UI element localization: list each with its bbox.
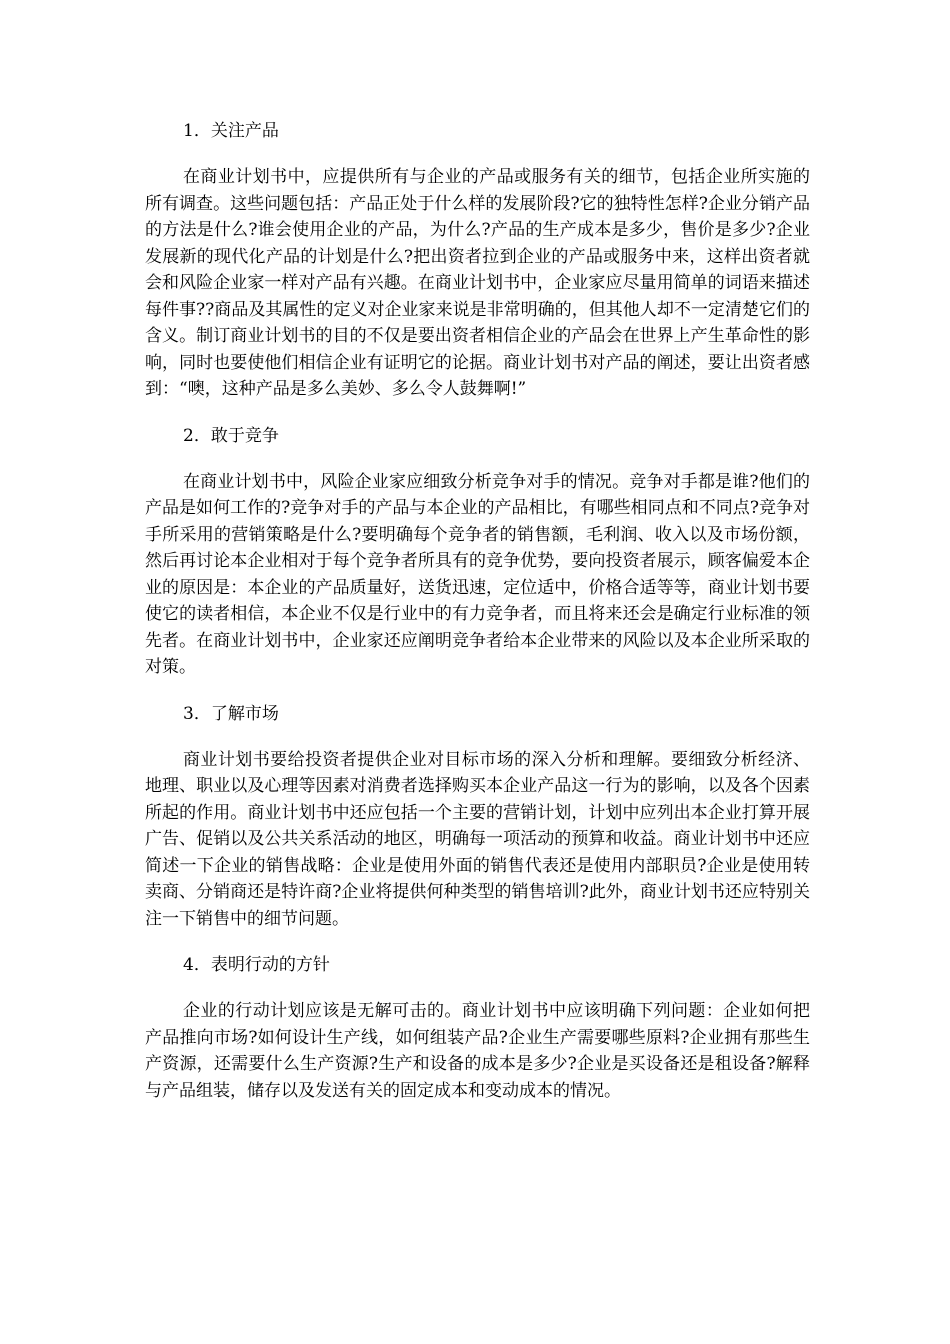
section-heading-market: 3．了解市场 bbox=[183, 703, 279, 724]
section-body-competition: 在商业计划书中，风险企业家应细致分析竞争对手的情况。竞争对手都是谁?他们的产品是如何工作的?竞争对手的产品与本企业的产品相比，有哪些相同点和不同点?竞争对手所采用的营销策略是什么?要明确每个竞争者的销售额，毛利润、收入以及市场份额，然后再讨论本企业相对于每个竞争者所具有的竞争优势，要向投资者展示，顾客偏爱本企业的原因是：本企业的产品质量好，送货迅速，定位适中，价格合适等等，商业计划书要使它的读者相信，本企业不仅是行业中的有力竞争者，而且将来还会是确定行业标准的领先者。在商业计划书中，企业家还应阐明竞争者给本企业带来的风险以及本企业所采取的对策。 bbox=[145, 471, 810, 677]
section-body-market: 商业计划书要给投资者提供企业对目标市场的深入分析和理解。要细致分析经济、地理、职业以及心理等因素对消费者选择购买本企业产品这一行为的影响，以及各个因素所起的作用。商业计划书中还应包括一个主要的营销计划，计划中应列出本企业打算开展广告、促销以及公共关系活动的地区，明确每一项活动的预算和收益。商业计划书中还应简述一下企业的销售战略：企业是使用外面的销售代表还是使用内部职员?企业是使用转卖商、分销商还是特许商?企业将提供何种类型的销售培训?此外，商业计划书还应特别关注一下销售中的细节问题。 bbox=[145, 749, 810, 929]
section-heading-product: 1．关注产品 bbox=[183, 121, 279, 141]
document-page bbox=[145, 118, 810, 1124]
section-body-product: 在商业计划书中，应提供所有与企业的产品或服务有关的细节，包括企业所实施的所有调查。这些问题包括：产品正处于什么样的发展阶段?它的独特性怎样?企业分销产品的方法是什么?谁会使用企业的产品，为什么?产品的生产成本是多少，售价是多少?企业发展新的现代化产品的计划是什么?把出资者拉到企业的产品或服务中来，这样出资者就会和风险企业家一样对产品有兴趣。在商业计划书中，企业家应尽量用简单的词语来描述每件事??商品及其属性的定义对企业家来说是非常明确的，但其他人却不一定清楚它们的含义。制订商业计划书的目的不仅是要出资者相信企业的产品会在世界上产生革命性的影响，同时也要使他们相信企业有证明它的论据。商业计划书对产品的阐述，要让出资者感到：“噢，这种产品是多么美妙、多么令人鼓舞啊!” bbox=[145, 167, 810, 399]
section-body-action: 企业的行动计划应该是无解可击的。商业计划书中应该明确下列问题：企业如何把产品推向市场?如何设计生产线，如何组装产品?企业生产需要哪些原料?企业拥有那些生产资源，还需要什么生产资源?生产和设备的成本是多少?企业是买设备还是租设备?解释与产品组装，储存以及发送有关的固定成本和变动成本的情况。 bbox=[145, 1001, 810, 1101]
section-heading-action: 4．表明行动的方针 bbox=[183, 955, 330, 975]
section-heading-competition: 2．敢于竞争 bbox=[183, 425, 279, 446]
